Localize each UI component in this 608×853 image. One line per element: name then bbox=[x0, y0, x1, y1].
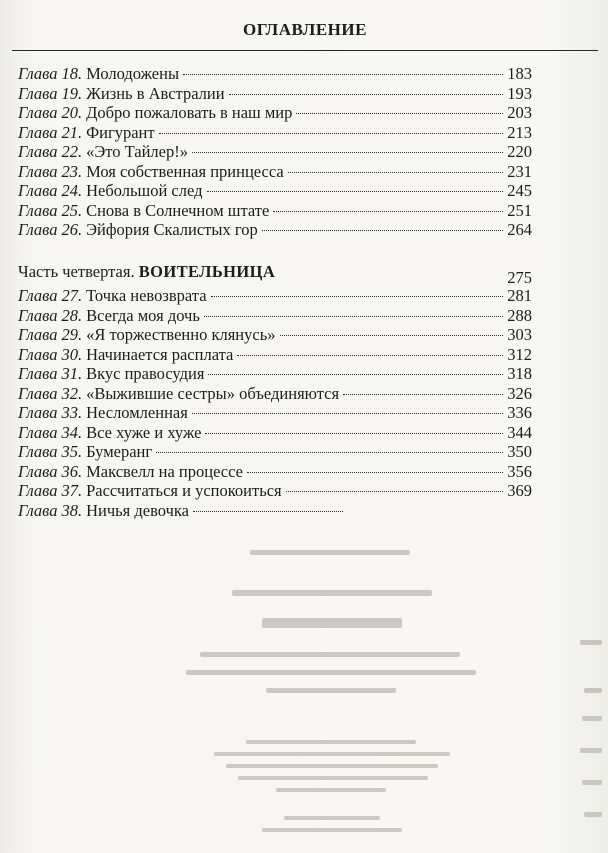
dot-leader bbox=[193, 511, 343, 512]
page-number: 245 bbox=[507, 181, 532, 200]
page-number: 326 bbox=[507, 383, 532, 403]
chapter-label: Глава bbox=[18, 422, 58, 442]
chapter-label: Глава bbox=[18, 122, 58, 142]
page-number: 203 bbox=[507, 103, 532, 122]
chapter-label: Глава bbox=[18, 83, 58, 103]
toc-entry bbox=[18, 403, 532, 423]
chapter-title: Молодожены bbox=[86, 64, 180, 83]
chapter-number: 35. bbox=[61, 442, 83, 461]
chapter-number: 25. bbox=[61, 200, 83, 220]
dot-leader bbox=[159, 133, 504, 134]
page-number: 318 bbox=[507, 364, 532, 383]
chapter-number: 30. bbox=[61, 344, 83, 364]
chapter-title: Максвелл на процессе bbox=[86, 461, 243, 481]
toc-entry bbox=[18, 306, 532, 326]
page-number: 193 bbox=[507, 83, 532, 103]
chapter-label: Глава bbox=[18, 442, 58, 461]
chapter-title: Вкус правосудия bbox=[86, 364, 205, 383]
chapter-title: «Это Тайлер!» bbox=[86, 142, 188, 161]
page-number: 350 bbox=[507, 442, 532, 461]
chapter-title: Бумеранг bbox=[86, 442, 153, 461]
chapter-title: Небольшой след bbox=[86, 181, 203, 200]
dot-leader bbox=[156, 452, 503, 453]
chapter-number: 33. bbox=[61, 403, 83, 422]
page-number: 312 bbox=[507, 344, 532, 364]
chapter-label: Глава bbox=[18, 142, 58, 161]
toc-entry bbox=[18, 384, 532, 404]
chapter-title: Фигурант bbox=[86, 122, 155, 142]
chapter-title: Моя собственная принцесса bbox=[86, 161, 284, 181]
chapter-number: 26. bbox=[61, 220, 83, 239]
chapter-number: 36. bbox=[61, 461, 83, 481]
dot-leader bbox=[273, 211, 503, 212]
chapter-number: 29. bbox=[61, 325, 83, 344]
chapter-number: 27. bbox=[61, 286, 83, 305]
chapter-number: 21. bbox=[61, 122, 83, 142]
part-four-row bbox=[18, 268, 532, 288]
chapter-title: Снова в Солнечном штате bbox=[86, 200, 270, 220]
page-number: 356 bbox=[507, 461, 532, 481]
dot-leader bbox=[229, 94, 504, 95]
chapter-number: 20. bbox=[61, 103, 83, 122]
chapter-title: Всегда моя дочь bbox=[86, 305, 200, 325]
chapter-number: 28. bbox=[61, 305, 83, 325]
page-number: 288 bbox=[507, 305, 532, 325]
toc-entry bbox=[18, 103, 532, 123]
chapter-title: Жизнь в Австралии bbox=[86, 83, 225, 103]
toc-entry bbox=[18, 142, 532, 162]
chapter-label: Глава bbox=[18, 500, 58, 520]
chapter-label: Глава bbox=[18, 344, 58, 364]
toc-entry bbox=[18, 84, 532, 104]
page-number: 231 bbox=[507, 161, 532, 181]
dot-leader bbox=[280, 335, 504, 336]
dot-leader bbox=[286, 491, 504, 492]
toc-entry bbox=[18, 442, 532, 462]
page-title: ОГЛАВЛЕНИЕ bbox=[243, 20, 367, 39]
page-number: 336 bbox=[507, 403, 532, 422]
toc-entry bbox=[18, 423, 532, 443]
page-number: 220 bbox=[507, 142, 532, 161]
dot-leader bbox=[204, 316, 503, 317]
page-number: 213 bbox=[507, 122, 532, 142]
toc-entry bbox=[18, 481, 532, 501]
page-number: 303 bbox=[507, 325, 532, 344]
part-four-name: ВОИТЕЛЬНИЦА bbox=[138, 262, 276, 281]
toc-entry bbox=[18, 286, 532, 306]
toc-entry bbox=[18, 364, 532, 384]
toc-entry bbox=[18, 462, 532, 482]
page-number: 344 bbox=[507, 422, 532, 442]
toc-entry bbox=[18, 123, 532, 143]
dot-leader bbox=[296, 113, 503, 114]
dot-leader bbox=[343, 394, 503, 395]
chapter-label: Глава bbox=[18, 64, 58, 83]
chapter-number: 23. bbox=[61, 161, 83, 181]
dot-leader bbox=[262, 230, 504, 231]
dot-leader bbox=[208, 374, 503, 375]
chapter-title: Рассчитаться и успокоиться bbox=[86, 481, 282, 500]
dot-leader bbox=[205, 433, 503, 434]
chapter-title: Добро пожаловать в наш мир bbox=[86, 103, 293, 122]
toc-entry bbox=[18, 181, 532, 201]
chapter-label: Глава bbox=[18, 103, 58, 122]
chapter-title: «Я торжественно клянусь» bbox=[86, 325, 276, 344]
chapter-number: 34. bbox=[61, 422, 83, 442]
toc-list-part-four bbox=[18, 286, 532, 520]
dot-leader bbox=[211, 296, 504, 297]
chapter-label: Глава bbox=[18, 181, 58, 200]
dot-leader bbox=[237, 355, 503, 356]
part-four-prefix: Часть четвертая. bbox=[18, 262, 135, 281]
chapter-number: 37. bbox=[61, 481, 83, 500]
chapter-label: Глава bbox=[18, 364, 58, 383]
chapter-title: «Выжившие сестры» объединяются bbox=[86, 383, 340, 403]
chapter-number: 31. bbox=[61, 364, 83, 383]
part-four-page-number: 275 bbox=[507, 268, 532, 287]
chapter-title: Точка невозврата bbox=[86, 286, 207, 305]
dot-leader bbox=[288, 172, 504, 173]
toc-entry bbox=[18, 220, 532, 240]
dot-leader bbox=[192, 152, 503, 153]
chapter-label: Глава bbox=[18, 161, 58, 181]
dot-leader bbox=[192, 413, 503, 414]
chapter-title: Несломленная bbox=[86, 403, 188, 422]
toc-entry bbox=[18, 64, 532, 84]
toc-entry bbox=[18, 201, 532, 221]
page-header bbox=[12, 14, 598, 51]
toc-entry bbox=[18, 345, 532, 365]
toc-entry bbox=[18, 162, 532, 182]
page-number: 369 bbox=[507, 481, 532, 500]
chapter-label: Глава bbox=[18, 481, 58, 500]
chapter-label: Глава bbox=[18, 461, 58, 481]
chapter-title: Начинается расплата bbox=[86, 344, 234, 364]
dot-leader bbox=[247, 472, 503, 473]
chapter-number: 22. bbox=[61, 142, 83, 161]
chapter-number: 18. bbox=[61, 64, 83, 83]
chapter-label: Глава bbox=[18, 200, 58, 220]
page-number: 264 bbox=[507, 220, 532, 239]
chapter-number: 38. bbox=[61, 500, 83, 520]
toc-entry bbox=[18, 501, 532, 521]
bleed-through-area bbox=[0, 520, 608, 853]
dot-leader bbox=[183, 74, 503, 75]
chapter-label: Глава bbox=[18, 403, 58, 422]
dot-leader bbox=[207, 191, 504, 192]
page-number: 281 bbox=[507, 286, 532, 305]
chapter-number: 32. bbox=[61, 383, 83, 403]
page-number: 183 bbox=[507, 64, 532, 83]
chapter-number: 24. bbox=[61, 181, 83, 200]
page-number: 251 bbox=[507, 200, 532, 220]
chapter-title: Ничья девочка bbox=[86, 500, 189, 520]
chapter-title: Эйфория Скалистых гор bbox=[86, 220, 258, 239]
toc-list-part-three bbox=[18, 64, 532, 240]
chapter-label: Глава bbox=[18, 325, 58, 344]
chapter-label: Глава bbox=[18, 383, 58, 403]
toc-entry bbox=[18, 325, 532, 345]
chapter-label: Глава bbox=[18, 305, 58, 325]
chapter-label: Глава bbox=[18, 220, 58, 239]
chapter-title: Все хуже и хуже bbox=[86, 422, 202, 442]
chapter-label: Глава bbox=[18, 286, 58, 305]
chapter-number: 19. bbox=[61, 83, 83, 103]
